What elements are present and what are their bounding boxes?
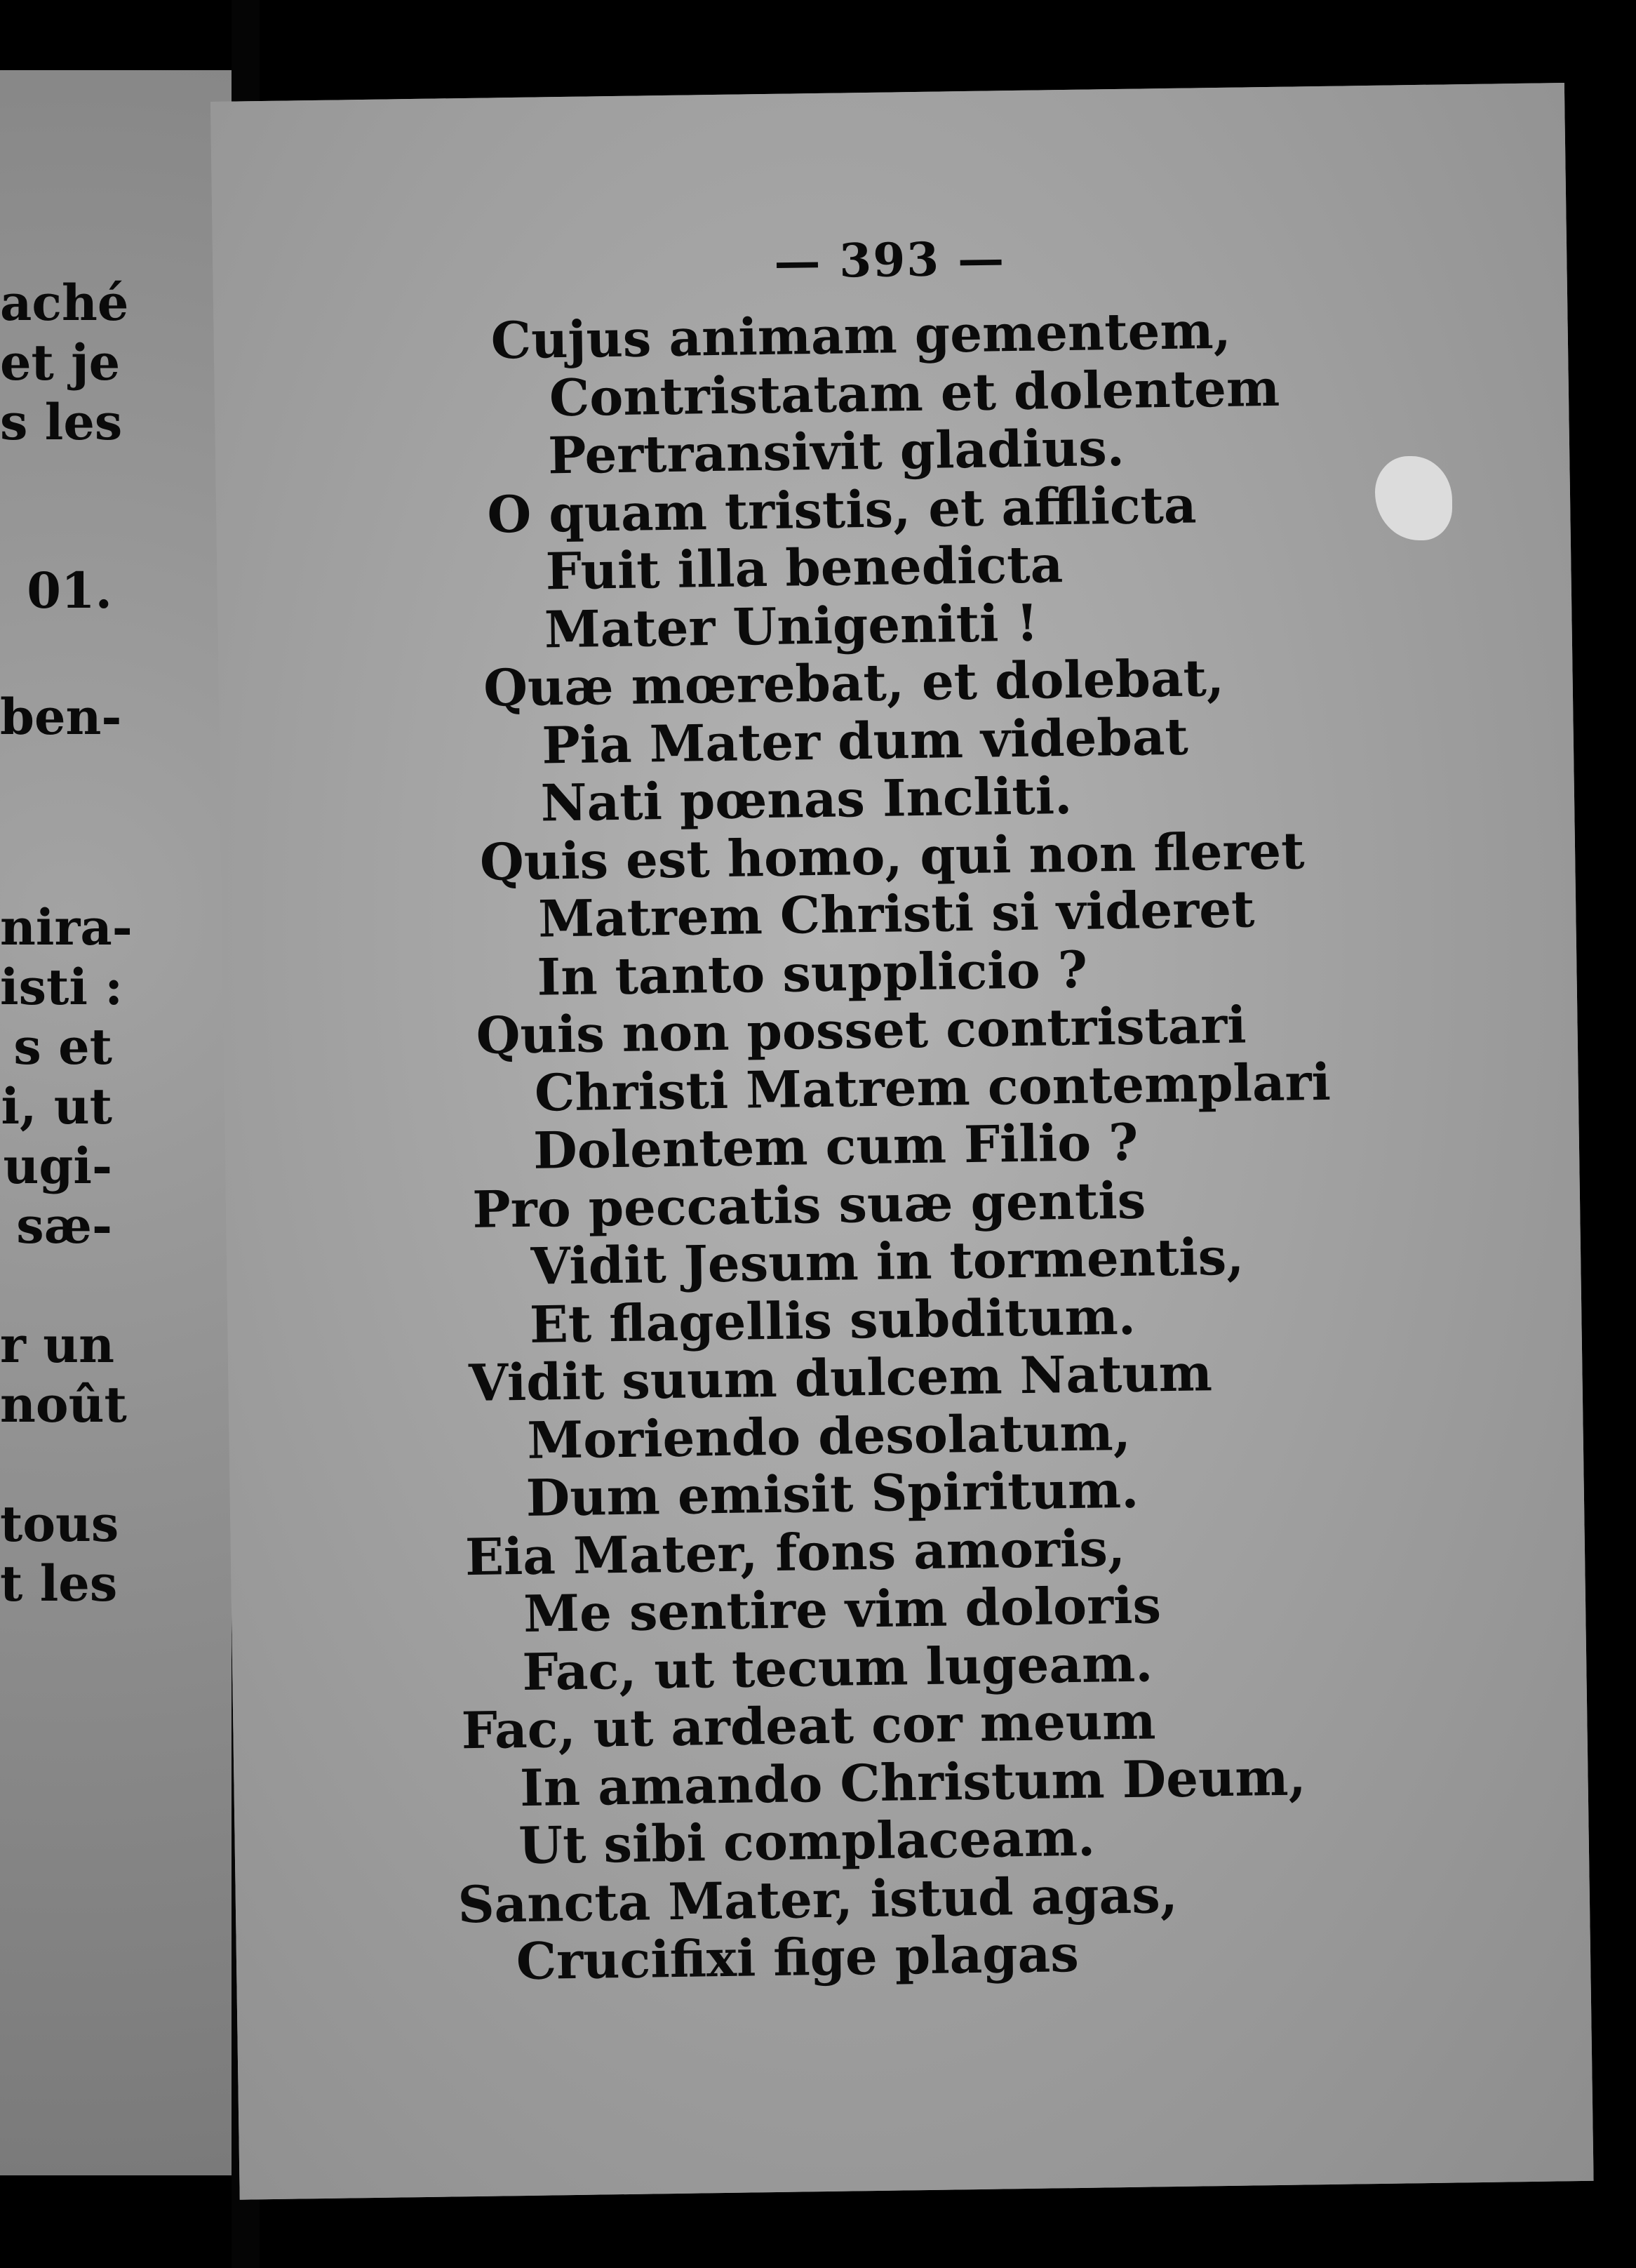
- left-line: ugi-: [3, 1137, 112, 1195]
- left-line: sæ-: [16, 1196, 112, 1255]
- left-line: noût: [0, 1375, 127, 1434]
- verse-line: Sancta Mater, istud agas,: [457, 1864, 1179, 1934]
- left-line: i, ut: [1, 1077, 112, 1135]
- verse-line: Fac, ut tecum lugeam.: [521, 1632, 1153, 1702]
- verse-line: Pia Mater dum videbat: [541, 706, 1189, 775]
- verse-line: Eia Mater, fons amoris,: [464, 1517, 1126, 1587]
- left-page-fragment: [0, 70, 232, 2175]
- verse-line: Et flagellis subditum.: [529, 1286, 1137, 1354]
- verse-line: Ut sibi complaceam.: [518, 1807, 1096, 1876]
- verse-line: Vidit Jesum in tormentis,: [530, 1226, 1245, 1296]
- verse-line: Fuit illa benedicta: [545, 534, 1064, 601]
- verse-line: Vidit suum dulcem Natum: [468, 1342, 1213, 1413]
- verse-line: Christi Matrem contemplari: [534, 1051, 1332, 1123]
- verse-line: O quam tristis, et afflicta: [486, 474, 1198, 545]
- verse-line: Dum emisit Spiritum.: [525, 1459, 1139, 1528]
- left-line: isti :: [0, 958, 123, 1016]
- left-line: et je: [0, 333, 121, 392]
- verse-line: Matrem Christi si videret: [537, 879, 1255, 949]
- verse-line: Pertransivit gladius.: [547, 417, 1125, 486]
- verse-line: Crucifixi fige plagas: [516, 1923, 1080, 1992]
- left-line: ben-: [0, 688, 122, 746]
- verse-line: Pro peccatis suæ gentis: [471, 1170, 1146, 1239]
- page-number: — 393 —: [773, 231, 1006, 289]
- left-line: s les: [0, 393, 123, 451]
- left-line: 01.: [27, 561, 112, 620]
- verse-line: Contristatam et dolentem: [549, 357, 1280, 427]
- right-page: [210, 83, 1594, 2200]
- left-line: aché: [0, 274, 129, 332]
- verse-line: Quis non posset contristari: [476, 994, 1247, 1065]
- left-line: s et: [13, 1018, 112, 1076]
- verse-line: Quis est homo, qui non fleret: [479, 820, 1305, 892]
- left-line: r un: [0, 1316, 115, 1374]
- verse-line: Cujus animam gementem,: [490, 300, 1232, 371]
- verse-line: Dolentem cum Filio ?: [532, 1112, 1139, 1180]
- left-line: tous: [0, 1495, 119, 1553]
- verse-line: Nati pœnas Incliti.: [540, 765, 1073, 833]
- verse-line: In amando Christum Deum,: [519, 1746, 1307, 1817]
- verse-line: In tanto supplicio ?: [536, 939, 1088, 1007]
- verse-line: Me sentire vim doloris: [523, 1575, 1162, 1643]
- verse-line: Quæ mœrebat, et dolebat,: [483, 647, 1225, 718]
- left-line: nira-: [0, 898, 133, 956]
- verse-line: Fac, ut ardeat cor meum: [461, 1690, 1156, 1761]
- stabat-mater-verse: [213, 300, 1567, 1992]
- verse-line: Mater Unigeniti !: [544, 592, 1039, 659]
- left-line: t les: [0, 1554, 118, 1613]
- verse-line: Moriendo desolatum,: [526, 1401, 1132, 1470]
